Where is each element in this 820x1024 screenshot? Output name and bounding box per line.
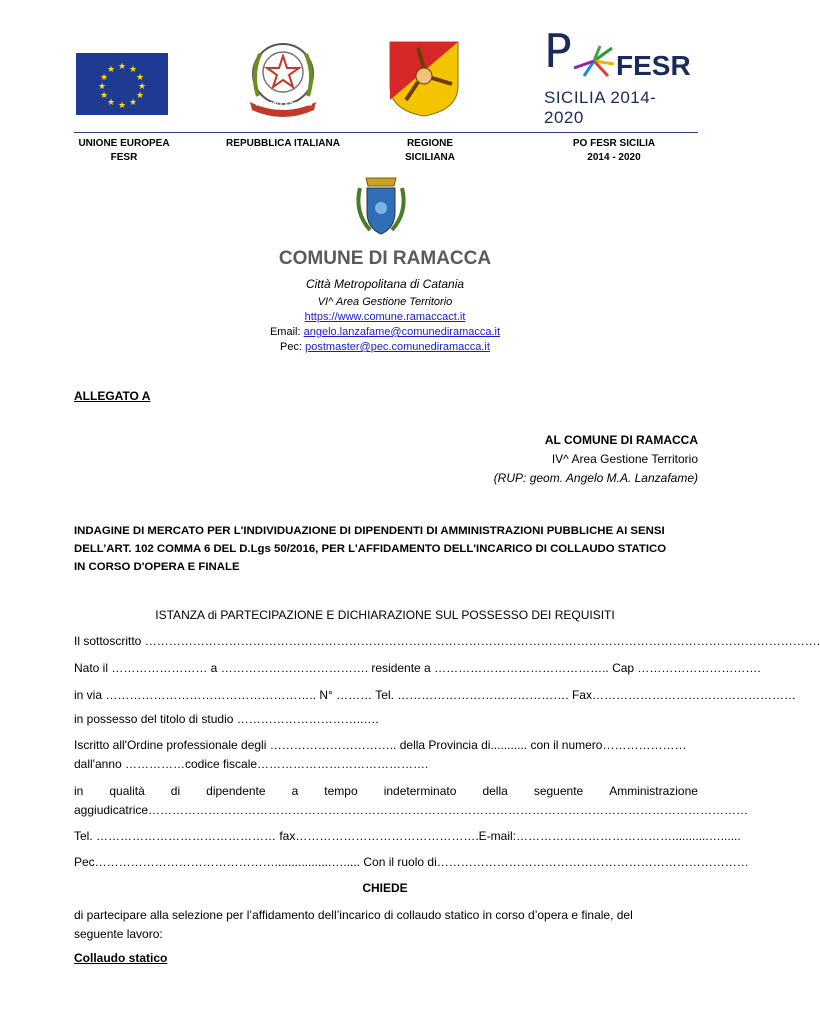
eu-stars-icon (76, 53, 168, 115)
partecipare-line1: di partecipare alla selezione per l’affidamento dell’incarico di collaudo statico in corso d’opera e finale, del (74, 908, 633, 922)
citta-metropolitana: Città Metropolitana di Catania (305, 277, 465, 291)
eu-label: UNIONE EUROPEA FESR (78, 138, 170, 163)
svg-text:★: ★ (99, 72, 109, 82)
form-pec[interactable]: Pec……………………………………….................…..... Con il ruolo di…………………………………………………………………… (74, 855, 749, 869)
word: Amministrazione (609, 784, 698, 798)
regione-siciliana-emblem (388, 40, 460, 118)
istanza-heading: ISTANZA di PARTECIPAZIONE E DICHIARAZIONE SUL POSSESSO DEI REQUISITI (155, 608, 615, 622)
email-label: Email: (269, 326, 301, 338)
italia-label: REPUBBLICA ITALIANA (226, 138, 340, 149)
word: della (482, 784, 508, 798)
po-fesr-logo (544, 24, 694, 127)
eu-flag-logo (76, 53, 168, 115)
partecipare-paragraph (74, 906, 698, 944)
svg-text:★: ★ (135, 90, 145, 100)
form-titolo[interactable]: in possesso del titolo di studio …………………………..…. (74, 712, 379, 726)
subject-line1: INDAGINE DI MERCATO PER L'INDIVIDUAZIONE DI DIPENDENTI DI AMMINISTRAZIONI PUBBLICHE AI SENSI (74, 525, 665, 537)
website-link[interactable] (0, 311, 770, 323)
subject-block (74, 522, 698, 576)
svg-text:★: ★ (137, 81, 147, 91)
subject-line3: IN CORSO D'OPERA E FINALE (74, 561, 240, 573)
form-anno[interactable]: dall'anno ……………codice fiscale……………………………………. (74, 757, 429, 771)
word: in (74, 784, 84, 798)
form-nato[interactable]: Nato il …………………… a ………………………………. residente a …………………………………….. Cap …………………………. (74, 661, 761, 675)
form-aggiudicatrice[interactable]: aggiudicatrice…………………………………………………………………………………………………………………………………… (74, 803, 749, 817)
header-rule (74, 132, 698, 133)
form-via[interactable]: in via …………………………………………….. N° ……… Tel. ……………………………………. Fax…………………………………………… (74, 688, 796, 702)
repubblica-italiana-emblem (236, 38, 330, 116)
subject-line2: DELL’ART. 102 COMMA 6 DEL D.Lgs 50/2016, PER L'AFFIDAMENTO DELL'INCARICO DI COLLAUDO STATICO (74, 543, 667, 555)
collaudo-heading: Collaudo statico (74, 951, 168, 965)
fesr-logo-subtitle: SICILIA 2014-2020 (544, 88, 657, 127)
form-iscritto[interactable]: Iscritto all'Ordine professionale degli ………………………….. della Provincia di........... con il numero………………… (74, 738, 687, 752)
svg-text:★: ★ (106, 97, 116, 107)
form-qualita (74, 784, 698, 798)
svg-text:★: ★ (106, 64, 116, 74)
recipient-line3: (RUP: geom. Angelo M.A. Lanzafame) (493, 471, 698, 485)
svg-text:★: ★ (97, 81, 107, 91)
crest-icon (350, 172, 412, 240)
svg-text:★: ★ (135, 72, 145, 82)
fesr-logo-text: FESR (616, 50, 691, 81)
allegato-heading: ALLEGATO A (74, 389, 151, 403)
pec-line (0, 341, 770, 353)
svg-text:★: ★ (117, 61, 127, 71)
word: seguente (533, 784, 584, 798)
pec-label: Pec: (280, 341, 303, 353)
area-gestione: VI^ Area Gestione Territorio (317, 296, 453, 308)
word: dipendente (206, 784, 266, 798)
fesr-burst-icon (572, 44, 616, 78)
svg-text:★: ★ (128, 64, 138, 74)
trinacria-icon (388, 40, 460, 118)
ramacca-crest (350, 172, 412, 240)
email-link[interactable]: angelo.lanzafame@comunediramacca.it (303, 326, 501, 338)
partecipare-line2: seguente lavoro: (74, 927, 163, 941)
email-line (0, 326, 770, 338)
website-url[interactable]: https://www.comune.ramaccact.it (304, 311, 466, 323)
svg-text:★: ★ (117, 100, 127, 110)
recipient-line2: IV^ Area Gestione Territorio (551, 452, 698, 466)
recipient-block (400, 432, 698, 486)
word: tempo (324, 784, 358, 798)
chiede-heading: CHIEDE (362, 881, 408, 895)
sicilia-label: REGIONE SICILIANA (405, 138, 455, 163)
svg-text:★: ★ (99, 90, 109, 100)
word: qualità (109, 784, 145, 798)
form-sottoscritto[interactable]: Il sottoscritto ……………………………………………………………………………………………………………………………………………………. (74, 634, 820, 648)
svg-text:★: ★ (128, 97, 138, 107)
form-tel[interactable]: Tel. ……………………………………… fax……………………………………….E-mail:…………………………………...........…...... (74, 829, 741, 843)
comune-title: COMUNE DI RAMACCA (278, 248, 492, 269)
pec-link[interactable]: postmaster@pec.comunediramacca.it (305, 341, 490, 353)
word: a (291, 784, 299, 798)
fesr-logo-p: P (544, 24, 572, 78)
fesr-label: PO FESR SICILIA 2014 - 2020 (572, 138, 656, 163)
word: di (170, 784, 181, 798)
emblem-ribbon-text: REPVBBLICA ITALIANA (255, 102, 313, 108)
word: indeterminato (383, 784, 457, 798)
recipient-line1: AL COMUNE DI RAMACCA (544, 433, 698, 447)
